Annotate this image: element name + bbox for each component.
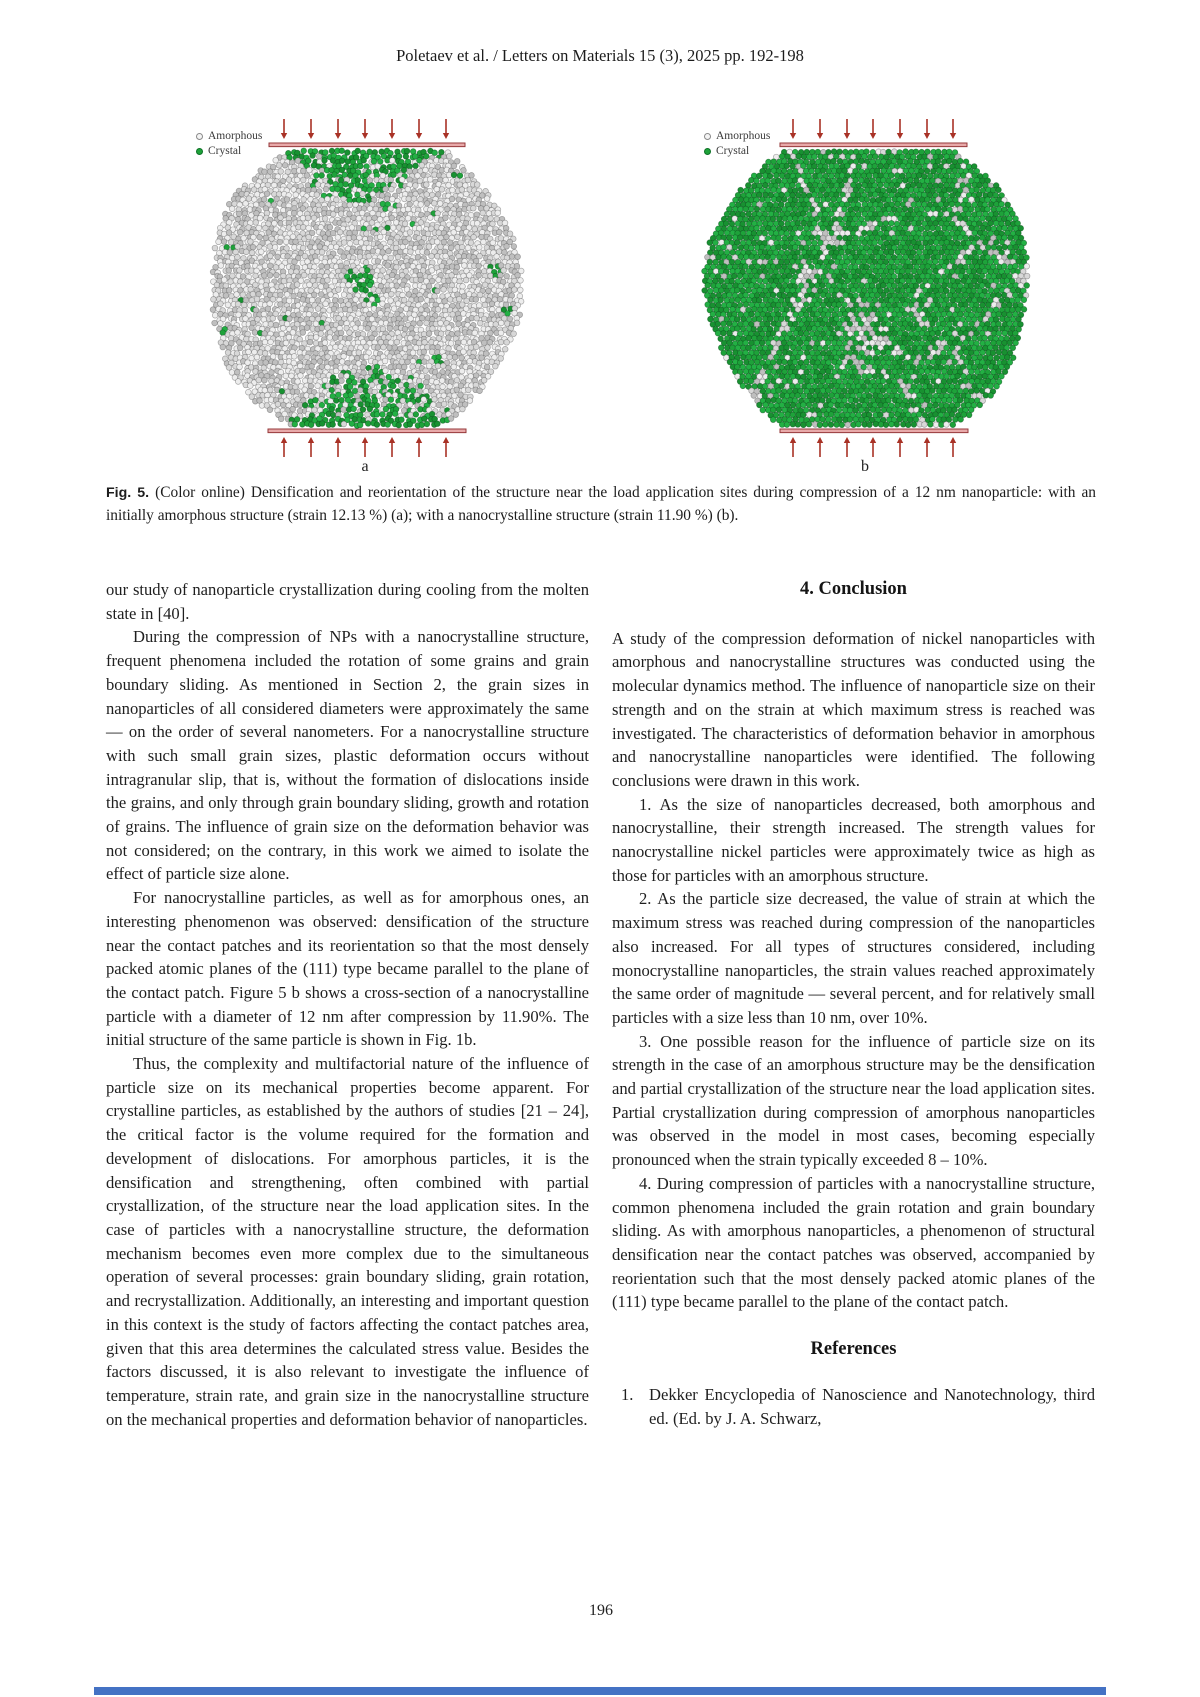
legend-label: Amorphous [716,130,771,142]
legend-label: Crystal [716,145,750,157]
left-column [106,578,589,1431]
references-heading: References [810,1339,897,1360]
figure-caption-text: (Color online) Densification and reorientation of the structure near the load application sites during compression of a 12 nm nanoparticle: with an initially amorphous structure (strain 12.13 %) (a); with a nanocrystalline structure (strain 11.90 %) (b). [106,484,1096,524]
body-paragraph: 4. During compression of particles with a nanocrystalline structure, common phenomena included the grain rotation and grain boundary sliding. As with amorphous nanoparticles, a phenomenon of structural densification near the contact patches was observed, accompanied by reorientation such that the most densely packed atomic planes of the (111) type became parallel to the plane of the contact patch. [612,1173,1095,1312]
nanoparticle-amorphous-image [130,108,600,460]
figure-legend [704,129,770,159]
legend-item-amorphous [704,129,770,144]
nanoparticle-nanocrystalline-image [620,108,1090,460]
body-paragraph: Thus, the complexity and multifactorial nature of the influence of particle size on its mechanical properties become apparent. For crystalline particles, as established by the authors of studies [21 – 24], the critical factor is the volume required for the formation and development of dislocations. For amorphous particles, it is the densification and strengthening, often combined with partial crystallization, of the structure near the load application sites. In the case of particles with a nanocrystalline structure, the deformation mechanism becomes even more complex due to the simultaneous operation of several processes: grain boundary sliding, grain rotation, and recrystallization. Additionally, an interesting and important question in this context is the study of factors affecting the contact patches area, given that this area determines the calculated stress value. Besides the factors discussed, it is also relevant to investigate the influence of temperature, strain rate, and grain size in the nanocrystalline structure on the mechanical properties and deformation behavior of nanoparticles. [106,1054,589,1429]
reference-text: Dekker Encyclopedia of Nanoscience and Nanotechnology, third ed. (Ed. by J. A. Schwarz, [649,1384,1095,1428]
legend-label: Crystal [208,145,242,157]
right-column [612,578,1095,1430]
panel-a-letter: a [361,458,369,475]
footer-rule [94,1687,1106,1695]
reference-number: 1. [621,1384,634,1404]
panel-b-letter: b [861,458,869,475]
body-paragraph: A study of the compression deformation of nickel nanoparticles with amorphous and nanocrystalline structures was conducted using the molecular dynamics method. The influence of nanoparticle size on their strength and on the strain at which maximum stress is reached was investigated. The characteristics of deformation behavior in amorphous and nanocrystalline nanoparticles were identified. The following conclusions were drawn in this work. [612,628,1095,790]
body-paragraph: 2. As the particle size decreased, the value of strain at which the maximum stress was reached during compression of the nanoparticles also increased. For all types of structures considered, including monocrystalline nanoparticles, the strain values reached approximately the same order of magnitude — several percent, and for relatively small particles with a size less than 10 nm, over 10%. [612,889,1095,1027]
figure-panel-b [620,108,1090,484]
legend-item-crystal [196,144,262,159]
body-paragraph: 1. As the size of nanoparticles decreased, both amorphous and nanocrystalline, their strength increased. The strength values for nanocrystalline nickel particles were approximately twice as high as those for particles with an amorphous structure. [612,794,1095,885]
figure-panel-a [130,108,600,484]
running-head: Poletaev et al. / Letters on Materials 15 (3), 2025 pp. 192-198 [396,46,804,65]
conclusion-heading: 4. Conclusion [800,579,907,599]
reference-item [612,1383,1095,1430]
figure-caption-label: Fig. 5. [106,485,150,501]
legend-label: Amorphous [208,130,263,142]
crystal-atom-icon [196,148,203,155]
legend-item-crystal [704,144,770,159]
page-number: 196 [589,1602,613,1619]
amorphous-atom-icon [196,133,203,140]
crystal-atom-icon [704,148,711,155]
body-paragraph: For nanocrystalline particles, as well as for amorphous ones, an interesting phenomenon was observed: densification of the structure near the contact patches and its reorientation so that the most densely packed atomic planes of the (111) type became parallel to the plane of the contact patch. Figure 5 b shows a cross-section of a nanocrystalline particle with a diameter of 12 nm after compression by 11.90%. The initial structure of the same particle is shown in Fig. 1b. [106,888,589,1050]
figure-caption [106,482,1096,526]
body-paragraph: our study of nanoparticle crystallization during cooling from the molten state in [40]. [106,580,589,623]
legend-item-amorphous [196,129,262,144]
body-paragraph: During the compression of NPs with a nanocrystalline structure, frequent phenomena included the rotation of some grains and grain boundary sliding. As mentioned in Section 2, the grain sizes in nanoparticles of all considered diameters were approximately the same — on the order of several nanometers. For a nanocrystalline structure with such small grain sizes, plastic deformation occurs without intragranular slip, that is, without the formation of dislocations inside the grains, and only through grain boundary sliding, growth and rotation of grains. The influence of grain size on the deformation behavior was not considered; on the contrary, in this work we aimed to isolate the effect of particle size alone. [106,627,589,884]
body-paragraph: 3. One possible reason for the influence of particle size on its strength in the case of an amorphous structure may be the densification and partial crystallization of the structure near the load application sites. Partial crystallization during compression of amorphous nanoparticles was observed in the model in most cases, becoming especially pronounced when the strain typically exceeded 8 – 10%. [612,1031,1095,1170]
figure-legend [196,129,262,159]
amorphous-atom-icon [704,133,711,140]
